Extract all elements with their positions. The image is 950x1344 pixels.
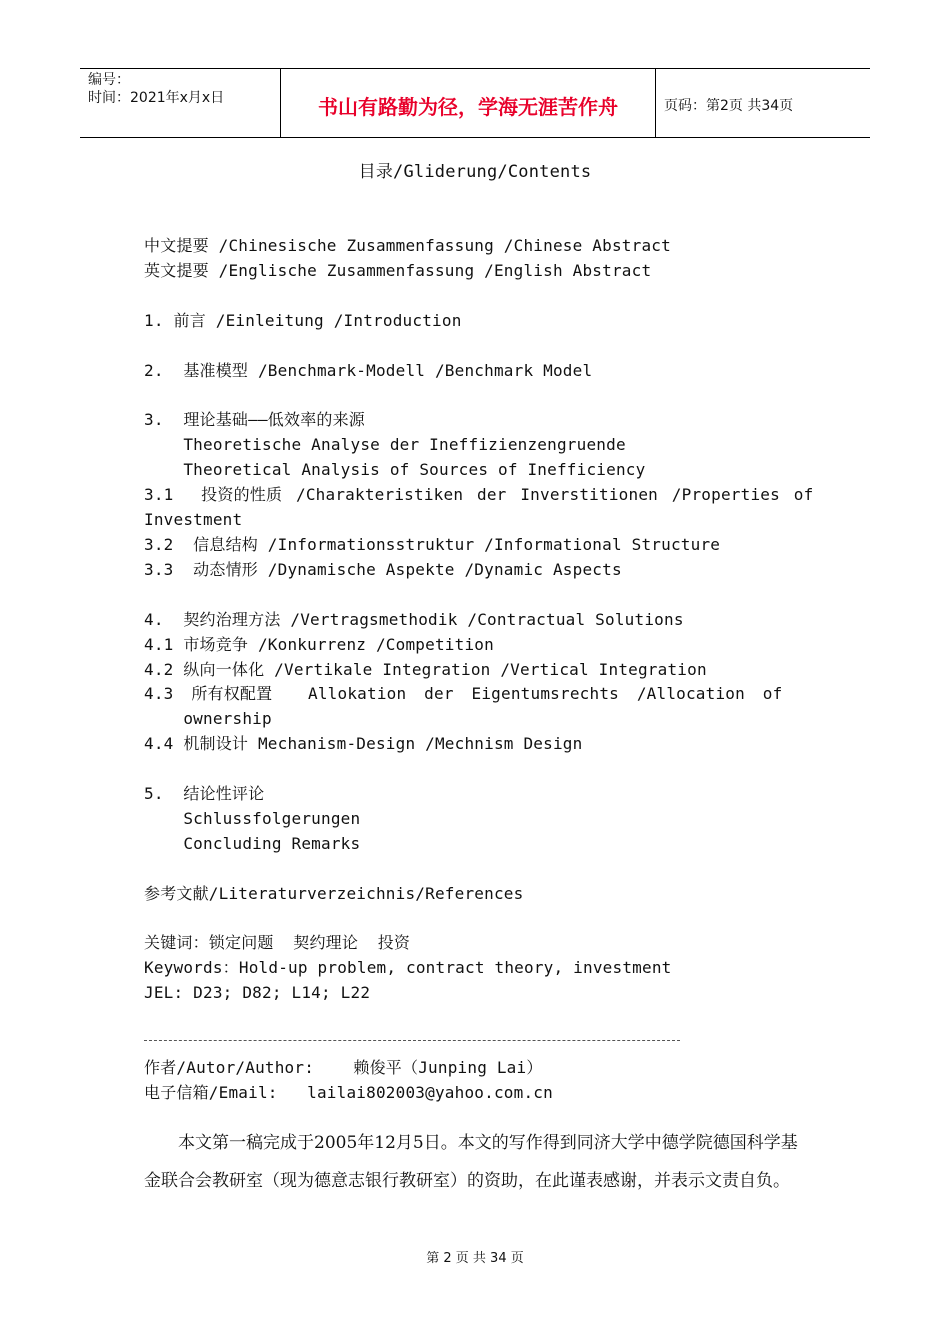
toc-line: Investment <box>144 510 243 529</box>
toc-line: Schlussfolgerungen <box>144 809 361 828</box>
page-header <box>80 68 870 138</box>
email-line: 电子信箱/Email: lailai802003@yahoo.com.cn <box>144 1083 553 1102</box>
toc-line: 4.1 市场竞争 /Konkurrenz /Competition <box>144 635 494 654</box>
toc-line: 5. 结论性评论 <box>144 784 265 803</box>
header-page-cell <box>656 69 870 137</box>
page-label: 页码：第2页 共34页 <box>664 98 794 114</box>
jel-codes: JEL: D23; D82; L14; L22 <box>144 983 371 1002</box>
keywords-en: Keywords：Hold-up problem, contract theory, investment <box>144 958 672 977</box>
toc-line: 4.2 纵向一体化 /Vertikale Integration /Vertical Integration <box>144 660 707 679</box>
toc-line: Theoretische Analyse der Ineffizienzengruende <box>144 435 626 454</box>
toc-line: 中文提要 /Chinesische Zusammenfassung /Chinese Abstract <box>144 236 671 255</box>
page-footer: 第 2 页 共 34 页 <box>426 1251 524 1266</box>
toc-line: Theoretical Analysis of Sources of Inefficiency <box>144 460 646 479</box>
time-label: 时间：2021年x月x日 <box>88 90 225 106</box>
toc-line: ownership <box>144 709 272 728</box>
toc-line: 4.4 机制设计 Mechanism-Design /Mechnism Design <box>144 734 583 753</box>
author-line: 作者/Autor/Author: 赖俊平（Junping Lai） <box>144 1058 543 1077</box>
toc-line: 4.3 所有权配置 Allokation der Eigentumsrechts /Allocation of <box>144 684 783 703</box>
toc-line: 参考文献/Literaturverzeichnis/References <box>144 884 524 903</box>
toc-title: 目录/Gliderung/Contents <box>358 162 592 182</box>
motto: 书山有路勤为径，学海无涯苦作舟 <box>318 95 618 119</box>
toc-line: 3.1 投资的性质 /Charakteristiken der Inverstitionen /Properties of <box>144 485 814 504</box>
toc-line: 3. 理论基础——低效率的来源 <box>144 410 365 429</box>
toc-line: 1. 前言 /Einleitung /Introduction <box>144 311 462 330</box>
toc-line: 4. 契约治理方法 /Vertragsmethodik /Contractual Solutions <box>144 610 684 629</box>
toc-line: Concluding Remarks <box>144 834 361 853</box>
header-meta <box>80 69 280 139</box>
toc-line: 2. 基准模型 /Benchmark-Modell /Benchmark Model <box>144 361 593 380</box>
number-label: 编号： <box>88 72 130 88</box>
separator <box>144 1040 680 1041</box>
keywords-cn: 关键词：锁定问题 契约理论 投资 <box>144 933 411 952</box>
toc-line: 3.2 信息结构 /Informationsstruktur /Informational Structure <box>144 535 721 554</box>
toc-line: 英文提要 /Englische Zusammenfassung /English Abstract <box>144 261 652 280</box>
toc-line: 3.3 动态情形 /Dynamische Aspekte /Dynamic Aspects <box>144 560 622 579</box>
header-motto-cell <box>280 69 656 137</box>
acknowledgement-paragraph: 本文第一稿完成于2005年12月5日。本文的写作得到同济大学中德学院德国科学基金联合会教研室（现为德意志银行教研室）的资助，在此谨表感谢，并表示文责自负。 <box>144 1133 798 1191</box>
